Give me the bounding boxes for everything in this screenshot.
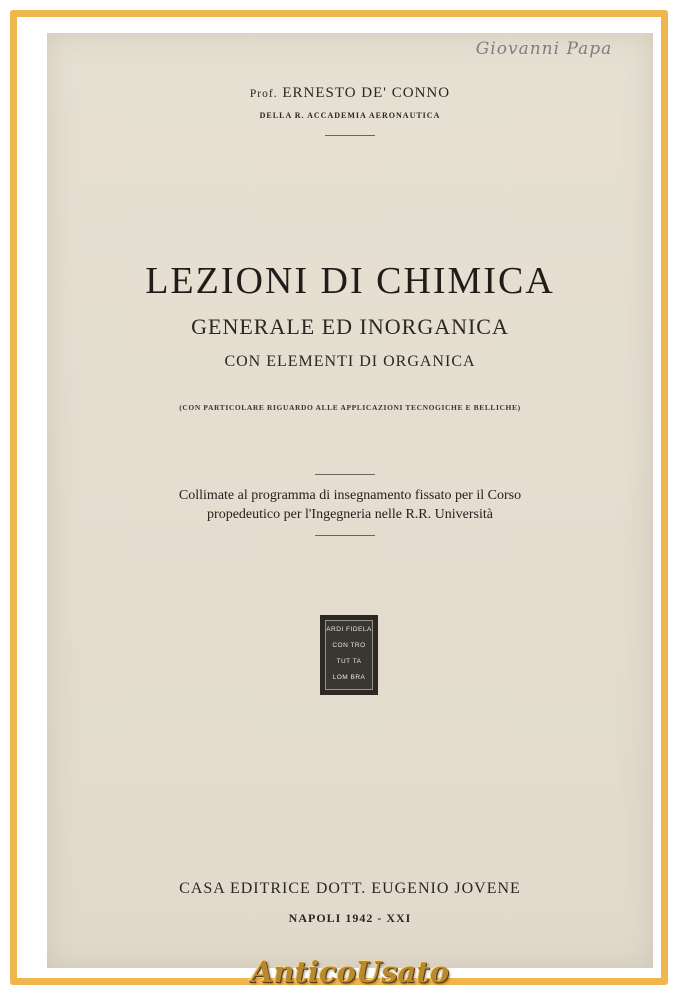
book-subtitle-2: CON ELEMENTI DI ORGANICA xyxy=(224,353,476,370)
emblem-inner xyxy=(325,620,373,690)
author-prefix: Prof. xyxy=(249,88,278,100)
author-line xyxy=(47,85,653,102)
emblem-line-3: TUT TA xyxy=(336,658,362,665)
description-line-2: propedeutico per l'Ingegneria nelle R.R. Università xyxy=(207,507,493,522)
emblem-line-2: CON TRO xyxy=(332,642,366,649)
book-subtitle-1: GENERALE ED INORGANICA xyxy=(191,314,509,339)
emblem-line-4: LOM BRA xyxy=(332,674,366,681)
book-title: LEZIONI DI CHIMICA xyxy=(145,260,555,302)
author-affiliation: DELLA R. ACCADEMIA AERONAUTICA xyxy=(259,111,441,120)
publication-place-date: NAPOLI 1942 - XXI xyxy=(288,911,412,925)
divider-middle-top xyxy=(315,474,375,475)
author-name: ERNESTO DE' CONNO xyxy=(282,85,451,101)
description-line-1: Collimate al programma di insegnamento fissato per il Corso xyxy=(178,488,522,503)
publisher-emblem xyxy=(320,615,378,695)
publisher-name: CASA EDITRICE DOTT. EUGENIO JOVENE xyxy=(179,880,521,897)
seller-watermark: AnticoUsato xyxy=(250,955,450,989)
divider-top xyxy=(325,135,375,136)
title-page xyxy=(47,33,653,968)
handwritten-signature: Giovanni Papa xyxy=(475,39,613,59)
emblem-line-1: ARDI FIDELA xyxy=(326,626,372,633)
description xyxy=(47,486,653,524)
divider-middle-bottom xyxy=(315,535,375,536)
book-note: (CON PARTICOLARE RIGUARDO ALLE APPLICAZIONI TECNOGICHE E BELLICHE) xyxy=(179,403,521,412)
